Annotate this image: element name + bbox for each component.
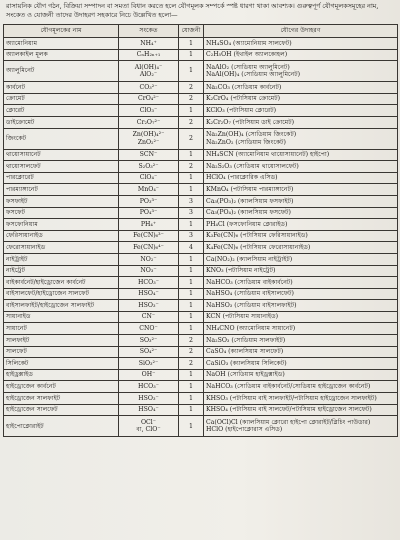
radical-name-cell-line: থায়োসালফেট (6, 162, 41, 170)
radical-name-cell (4, 242, 119, 254)
table-row (4, 288, 398, 300)
valency-cell: 1 (179, 253, 204, 265)
radical-name-cell-line: থায়োসায়ানেট (6, 151, 41, 159)
valency-cell: 2 (179, 335, 204, 347)
radical-name-cell (4, 253, 119, 265)
radical-name-cell-line: কার্বনেট (6, 83, 26, 91)
example-cell-line: K₂Cr₂O₇ (পটাসিয়াম ডাই ক্রোমেট) (206, 118, 294, 126)
table-row (4, 230, 398, 242)
symbol-cell-line: CO₃²⁻ (139, 83, 158, 91)
symbol-cell-line: SO₃²⁻ (139, 336, 158, 344)
radical-name-cell (4, 288, 119, 300)
example-cell-line: KNO₃ (পটাসিয়াম নাইট্রেট) (206, 267, 276, 275)
example-cell (204, 416, 398, 437)
example-cell-line: KCN (পটাসিয়াম সায়ানাইড) (206, 313, 279, 321)
radical-name-cell (4, 323, 119, 335)
radical-name-cell (4, 207, 119, 219)
symbol-cell (119, 161, 179, 173)
example-cell (204, 346, 398, 358)
radical-name-cell (4, 346, 119, 358)
radical-name-cell (4, 93, 119, 105)
symbol-cell (119, 300, 179, 312)
radical-name-cell (4, 38, 119, 50)
example-cell (204, 38, 398, 50)
radical-name-cell-line: হাইড্রোজেন সালফেট (6, 406, 58, 414)
valency-cell: 3 (179, 195, 204, 207)
valency-cell: 2 (179, 346, 204, 358)
radical-name-cell (4, 335, 119, 347)
radical-name-cell (4, 369, 119, 381)
example-cell-line: K₃Fe(CN)₆ (পটাসিয়াম ফেরিসায়ানাইড) (206, 232, 308, 240)
table-row (4, 358, 398, 370)
table-header-row (4, 25, 398, 38)
valency-cell: 1 (179, 265, 204, 277)
radical-name-cell-line: হাইড্রোজেন সালফাইট (6, 394, 61, 402)
valency-cell: 1 (179, 416, 204, 437)
valency-cell: 2 (179, 93, 204, 105)
valency-cell: 2 (179, 116, 204, 128)
example-cell-line: KHSO₄ (পটাসিয়াম বাই সালফেট/পটাসিয়াম হাইড্রোজেন সালফেট) (206, 406, 372, 414)
valency-cell: 1 (179, 404, 204, 416)
radical-name-cell-line: জিংকেট (6, 134, 27, 142)
symbol-cell-line: NO₂⁻ (140, 255, 157, 263)
table-row (4, 116, 398, 128)
symbol-cell (119, 288, 179, 300)
symbol-cell (119, 358, 179, 370)
radical-name-cell (4, 82, 119, 94)
radical-name-cell-line: ফসফোনিয়াম (6, 220, 38, 228)
table-body (4, 38, 398, 437)
valency-cell: 3 (179, 207, 204, 219)
example-cell (204, 149, 398, 161)
valency-cell: 2 (179, 358, 204, 370)
table-row (4, 335, 398, 347)
table-row (4, 404, 398, 416)
radical-name-cell-line: অ্যালকাইল মূলক (6, 51, 48, 59)
example-cell-line: CaSiO₃ (ক্যালসিয়াম সিলিকেট) (206, 359, 287, 367)
symbol-cell-line: SO₄²⁻ (139, 348, 158, 356)
radical-name-cell-line: ডাইক্রোমেট (6, 118, 35, 126)
table-row (4, 369, 398, 381)
table-row (4, 49, 398, 61)
symbol-cell (119, 49, 179, 61)
radical-name-cell-line: ফেরিসায়ানাইড (6, 232, 43, 240)
symbol-cell-line: ClO₄⁻ (139, 174, 158, 182)
valency-cell: 1 (179, 149, 204, 161)
symbol-cell (119, 381, 179, 393)
example-cell-line: Na₂ZnO₂ (সোডিয়াম জিংকেট) (206, 138, 286, 146)
valency-cell: 4 (179, 242, 204, 254)
example-cell (204, 381, 398, 393)
example-cell (204, 404, 398, 416)
example-cell-line: K₄Fe(CN)₆ (পটাসিয়াম ফেরোসায়ানাইড) (206, 243, 311, 251)
radical-name-cell-line: সালফাইট (6, 336, 30, 344)
radical-name-cell (4, 195, 119, 207)
example-cell (204, 61, 398, 82)
symbol-cell (119, 265, 179, 277)
radical-name-cell-line: বাইকার্বনেট/হাইড্রোজেন কার্বনেট (6, 278, 86, 286)
radical-name-cell (4, 184, 119, 196)
radical-name-cell (4, 116, 119, 128)
example-cell (204, 116, 398, 128)
example-cell-line: KHSO₃ (পটাসিয়াম বাই সালফাইট/পটাসিয়াম হাইড্রোজেন সালফাইট) (206, 394, 377, 402)
symbol-cell-line: MnO₄⁻ (137, 185, 160, 193)
table-row (4, 219, 398, 231)
radical-name-cell-line: ক্রোমেট (6, 95, 25, 103)
symbol-cell-line: বা, ClO⁻ (136, 426, 161, 434)
table-row (4, 161, 398, 173)
radical-name-cell-line: সায়ানাইড (6, 313, 31, 321)
valency-cell: 1 (179, 49, 204, 61)
valency-cell: 1 (179, 393, 204, 405)
table-row (4, 38, 398, 50)
valency-cell: 3 (179, 230, 204, 242)
symbol-cell (119, 184, 179, 196)
table-row (4, 128, 398, 149)
radical-name-cell (4, 172, 119, 184)
valency-cell: 1 (179, 311, 204, 323)
valency-cell: 2 (179, 128, 204, 149)
valency-cell: 1 (179, 381, 204, 393)
symbol-cell (119, 219, 179, 231)
symbol-cell (119, 369, 179, 381)
radical-name-cell-line: পারম্যাঙ্গানেট (6, 185, 38, 193)
example-cell (204, 277, 398, 289)
radical-name-cell (4, 311, 119, 323)
table-row (4, 195, 398, 207)
radical-name-cell-line: বাইসালফেট/হাইড্রোজেন সালফেট (6, 290, 90, 298)
radical-name-cell-line: হাইড্রোজেন কার্বনেট (6, 383, 56, 391)
example-cell (204, 49, 398, 61)
example-cell (204, 230, 398, 242)
symbol-cell (119, 128, 179, 149)
table-row (4, 207, 398, 219)
example-cell (204, 358, 398, 370)
radical-name-cell-line: ফেরোসায়ানাইড (6, 243, 46, 251)
example-cell (204, 195, 398, 207)
valency-cell: 1 (179, 38, 204, 50)
radical-name-cell-line: অ্যালুমিনেট (6, 67, 35, 75)
example-cell-line: C₂H₅OH (ইথাইল অ্যালকোহল) (206, 51, 288, 59)
symbol-cell (119, 93, 179, 105)
symbol-cell-line: CN⁻ (141, 313, 156, 321)
intro-paragraph: রাসায়নিক যৌগ গঠন, বিক্রিয়া সম্পাদন বা সমতা বিধান করতে হলে যৌগমূলক সম্পর্কে স্পষ্ট ধারণা থাকা আবশ্যক। গুরুত্বপূর্ণ যৌগমূলকসমূহের নাম, সংকেত ও যোজনী তাদের উদাহরণ সহকারে নিচে উল্লেখিত হলো— (6, 2, 379, 19)
table-row (4, 61, 398, 82)
example-cell-line: NaOH (সোডিয়াম হাইড্রক্সাইড) (206, 371, 285, 379)
header-symbol: সংকেত (119, 25, 179, 38)
radical-name-cell-line: অ্যামোনিয়াম (6, 39, 38, 47)
table-row (4, 105, 398, 117)
valency-cell: 1 (179, 288, 204, 300)
example-cell (204, 323, 398, 335)
symbol-cell (119, 207, 179, 219)
example-cell (204, 105, 398, 117)
header-radical-name: যৌগমূলকের নাম (4, 25, 119, 38)
radical-name-cell (4, 416, 119, 437)
symbol-cell (119, 105, 179, 117)
header-valency: যোজনী (179, 25, 204, 38)
symbol-cell-line: OCl⁻ (140, 418, 157, 426)
radical-name-cell (4, 381, 119, 393)
symbol-cell (119, 323, 179, 335)
example-cell-line: CaSO₄ (ক্যালসিয়াম সালফেট) (206, 348, 284, 356)
symbol-cell (119, 195, 179, 207)
table-row (4, 184, 398, 196)
table-row (4, 381, 398, 393)
valency-cell: 1 (179, 300, 204, 312)
radical-name-cell-line: নাইট্রাইট (6, 255, 28, 263)
symbol-cell-line: NO₃⁻ (140, 267, 157, 275)
symbol-cell-line: ZnO₂²⁻ (137, 138, 160, 146)
symbol-cell (119, 393, 179, 405)
table-row (4, 346, 398, 358)
radical-name-cell-line: হাইপোক্লোরাইট (6, 422, 44, 430)
symbol-cell-line: HCO₃⁻ (138, 383, 159, 391)
symbol-cell (119, 61, 179, 82)
symbol-cell-line: AlO₂⁻ (139, 71, 158, 79)
example-cell-line: KMnO₄ (পটাসিয়াম পারম্যাঙ্গানেট) (206, 185, 294, 193)
table-row (4, 172, 398, 184)
example-cell-line: Ca(NO₂)₂ (ক্যালসিয়াম নাইট্রাইট) (206, 255, 293, 263)
valency-cell: 1 (179, 105, 204, 117)
symbol-cell (119, 416, 179, 437)
radical-name-cell-line: সালফেট (6, 348, 27, 356)
valency-cell: 1 (179, 277, 204, 289)
symbol-cell-line: SiO₃²⁻ (138, 359, 159, 367)
table-row (4, 149, 398, 161)
example-cell (204, 253, 398, 265)
example-cell (204, 93, 398, 105)
radical-name-cell (4, 300, 119, 312)
table-row (4, 242, 398, 254)
example-cell (204, 311, 398, 323)
radical-name-cell-line: সায়ানেট (6, 325, 27, 333)
symbol-cell-line: HSO₃⁻ (138, 301, 159, 309)
symbol-cell-line: Cr₂O₇²⁻ (136, 118, 161, 126)
symbol-cell-line: NH₄⁺ (140, 39, 157, 47)
symbol-cell-line: CNO⁻ (139, 325, 158, 333)
symbol-cell (119, 82, 179, 94)
example-cell (204, 265, 398, 277)
example-cell (204, 184, 398, 196)
table-row (4, 265, 398, 277)
radical-name-cell (4, 404, 119, 416)
symbol-cell (119, 172, 179, 184)
radical-name-cell-line: বাইসালফাইট/হাইড্রোজেন সালফাইট (6, 301, 95, 309)
table-row (4, 311, 398, 323)
table-row (4, 93, 398, 105)
example-cell-line: Ca₃(PO₃)₂ (ক্যালসিয়াম ফসফাইট) (206, 197, 294, 205)
radical-table (3, 24, 398, 437)
symbol-cell (119, 242, 179, 254)
symbol-cell-line: PO₃³⁻ (139, 197, 158, 205)
example-cell-line: Na₂CO₃ (সোডিয়াম কার্বনেট) (206, 83, 282, 91)
table-row (4, 253, 398, 265)
symbol-cell-line: PH₄⁺ (140, 220, 157, 228)
radical-name-cell (4, 393, 119, 405)
symbol-cell (119, 230, 179, 242)
valency-cell: 1 (179, 323, 204, 335)
symbol-cell (119, 116, 179, 128)
radical-name-cell-line: পারক্লোরেট (6, 174, 34, 182)
valency-cell: 2 (179, 161, 204, 173)
symbol-cell (119, 149, 179, 161)
example-cell-line: NaHCO₃ (সোডিয়াম বাইকার্বনেট/সোডিয়াম হাইড্রোজেন কার্বনেট) (206, 383, 371, 391)
example-cell (204, 369, 398, 381)
table-row (4, 323, 398, 335)
symbol-cell (119, 38, 179, 50)
radical-name-cell-line: ফসফেট (6, 209, 25, 217)
table-row (4, 416, 398, 437)
symbol-cell-line: Zn(OH)₄²⁻ (132, 131, 165, 139)
radical-name-cell-line: ফসফাইট (6, 197, 28, 205)
valency-cell: 1 (179, 184, 204, 196)
symbol-cell (119, 404, 179, 416)
radical-name-cell (4, 128, 119, 149)
symbol-cell-line: HSO₄⁻ (138, 406, 159, 414)
radical-name-cell (4, 219, 119, 231)
valency-cell: 1 (179, 172, 204, 184)
example-cell-line: Na₂S₂O₃ (সোডিয়াম থায়োসালফেট) (206, 162, 299, 170)
radical-name-cell-line: সিলিকেট (6, 359, 29, 367)
example-cell-line: KClO₃ (পটাসিয়াম ক্লোরেট) (206, 106, 276, 114)
table-row (4, 393, 398, 405)
radical-name-cell (4, 358, 119, 370)
valency-cell: 2 (179, 82, 204, 94)
symbol-cell-line: Fe(CN)₆³⁻ (133, 232, 164, 240)
example-cell-line: K₂CrO₄ (পটাসিয়াম ক্রোমেট) (206, 95, 280, 103)
example-cell (204, 82, 398, 94)
example-cell-line: NaHSO₃ (সোডিয়াম বাইসালফাইট) (206, 301, 297, 309)
valency-cell: 1 (179, 219, 204, 231)
table-row (4, 277, 398, 289)
symbol-cell (119, 253, 179, 265)
header-example: যৌগের উদাহরণ (204, 25, 398, 38)
radical-name-cell-line: হাইড্রক্সাইড (6, 371, 33, 379)
example-cell (204, 335, 398, 347)
valency-cell: 1 (179, 61, 204, 82)
symbol-cell (119, 335, 179, 347)
symbol-cell-line: HSO₄⁻ (138, 290, 159, 298)
example-cell-line: NH₄SCN (অ্যামোনিয়াম থায়োসায়ানেট) হাইপো) (206, 151, 330, 159)
example-cell-line: NaAl(OH)₄ (সোডিয়াম অ্যালুমিনেট) (206, 71, 300, 79)
example-cell-line: NaHCO₃ (সোডিয়াম বাইকার্বনেট) (206, 278, 293, 286)
radical-name-cell (4, 277, 119, 289)
radical-name-cell (4, 230, 119, 242)
example-cell-line: Na₂Zn(OH)₄ (সোডিয়াম জিংকেট) (206, 131, 297, 139)
example-cell (204, 300, 398, 312)
symbol-cell-line: Fe(CN)₆⁴⁻ (133, 243, 164, 251)
radical-name-cell (4, 149, 119, 161)
symbol-cell (119, 346, 179, 358)
table-row (4, 82, 398, 94)
symbol-cell-line: OH⁻ (141, 371, 156, 379)
example-cell-line: NH₄SO₄ (অ্যামোনিয়াম সালফেট) (206, 39, 292, 47)
example-cell-line: HClO₄ (পারক্লোরিক এসিড) (206, 174, 278, 182)
example-cell (204, 172, 398, 184)
symbol-cell-line: SCN⁻ (139, 151, 158, 159)
symbol-cell (119, 277, 179, 289)
example-cell-line: NaHSO₄ (সোডিয়াম বাইসালফেট) (206, 290, 294, 298)
valency-cell: 1 (179, 369, 204, 381)
radical-name-cell (4, 265, 119, 277)
symbol-cell-line: HSO₃⁻ (138, 394, 159, 402)
table-row (4, 300, 398, 312)
example-cell-line: Ca₃(PO₄)₂ (ক্যালসিয়াম ফসফেট) (206, 209, 291, 217)
radical-name-cell-line: ক্লোরেট (6, 106, 25, 114)
example-cell-line: NaAlO₂ (সোডিয়াম অ্যালুমিনেট) (206, 63, 290, 71)
example-cell (204, 207, 398, 219)
radical-name-cell (4, 161, 119, 173)
example-cell (204, 288, 398, 300)
example-cell (204, 393, 398, 405)
symbol-cell-line: CₙH₂ₙ₊₁ (136, 51, 161, 59)
example-cell (204, 219, 398, 231)
symbol-cell-line: PO₄³⁻ (139, 209, 158, 217)
radical-name-cell (4, 49, 119, 61)
example-cell-line: Ca(OCl)Cl (ক্যালসিয়াম ক্লোরো হাইপো ক্লোরাইট/ব্লিচিং পাউডার) (206, 418, 371, 426)
symbol-cell-line: S₂O₃²⁻ (138, 162, 159, 170)
symbol-cell-line: HCO₃⁻ (138, 278, 159, 286)
symbol-cell-line: Al(OH)₄⁻ (134, 63, 163, 71)
example-cell (204, 161, 398, 173)
example-cell-line: PH₄Cl (ফসফোনিয়াম ক্লোরাইড) (206, 220, 288, 228)
example-cell-line: NH₄CNO (অ্যামোনিয়াম সায়ানেট) (206, 325, 296, 333)
example-cell-line: HClO (হাইপোক্লোরাস এসিড) (206, 426, 283, 434)
example-cell-line: Na₂SO₃ (সোডিয়াম সালফাইট) (206, 336, 286, 344)
example-cell (204, 128, 398, 149)
symbol-cell-line: ClO₃⁻ (139, 106, 158, 114)
radical-name-cell-line: নাইট্রেট (6, 267, 25, 275)
example-cell (204, 242, 398, 254)
symbol-cell (119, 311, 179, 323)
symbol-cell-line: CrO₄²⁻ (138, 95, 159, 103)
radical-name-cell (4, 61, 119, 82)
radical-name-cell (4, 105, 119, 117)
